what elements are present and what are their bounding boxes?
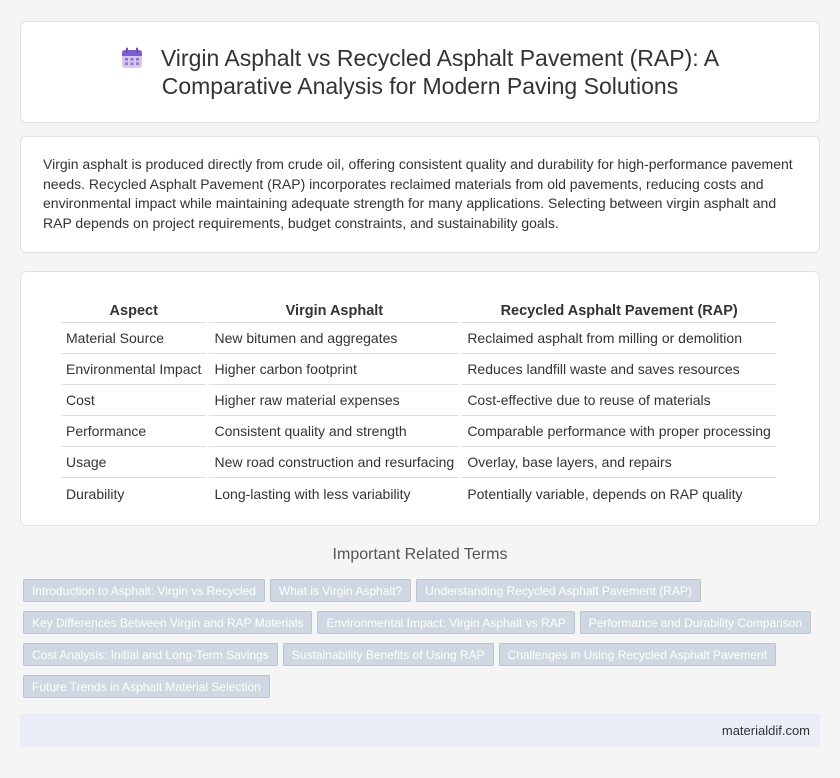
table-cell: Performance — [61, 416, 206, 447]
table-cell: Higher raw material expenses — [209, 385, 459, 416]
table-cell: Potentially variable, depends on RAP quality — [467, 485, 743, 502]
table-cell: Reclaimed asphalt from milling or demolition — [462, 323, 776, 354]
page-title-text: Virgin Asphalt vs Recycled Asphalt Pavement (RAP): A Comparative Analysis for Modern Paving Solutions — [160, 45, 720, 99]
table-row — [61, 323, 776, 354]
table-cell: Long-lasting with less variability — [214, 485, 411, 502]
comparison-table-card — [20, 271, 820, 526]
related-term-link[interactable]: Understanding Recycled Asphalt Pavement (RAP) — [416, 579, 701, 602]
table-header-row — [61, 296, 776, 323]
table-cell: Environmental Impact — [61, 354, 206, 385]
table-cell: Consistent quality and strength — [209, 416, 459, 447]
related-terms-title: Important Related Terms — [332, 546, 508, 563]
table-cell: Usage — [61, 447, 206, 478]
table-cell: Reduces landfill waste and saves resources — [462, 354, 776, 385]
related-term-link[interactable]: Challenges in Using Recycled Asphalt Pavement — [499, 643, 776, 666]
table-row — [61, 416, 776, 447]
related-terms-list — [23, 579, 823, 707]
footer-site-name: materialdif.com — [721, 723, 810, 738]
table-cell: Comparable performance with proper processing — [462, 416, 776, 447]
table-cell: New bitumen and aggregates — [209, 323, 459, 354]
related-term-link[interactable]: Future Trends in Asphalt Material Selection — [23, 675, 270, 698]
related-term-link[interactable]: Sustainability Benefits of Using RAP — [283, 643, 494, 666]
table-cell: Overlay, base layers, and repairs — [462, 447, 776, 478]
table-cell: Material Source — [61, 323, 206, 354]
table-cell: Higher carbon footprint — [209, 354, 459, 385]
related-term-link[interactable]: Cost Analysis: Initial and Long-Term Savings — [23, 643, 278, 666]
intro-text: Virgin asphalt is produced directly from crude oil, offering consistent quality and durability for high-performance pavement needs. Recycled Asphalt Pavement (RAP) incorporates reclaimed materials from old pavements, reducing costs and environmental impact while maintaining adequate strength for many applications. Selecting between virgin asphalt and RAP depends on project requirements, budget constraints, and sustainability goals. — [43, 156, 793, 231]
header-card — [20, 21, 820, 123]
column-header-rap: Recycled Asphalt Pavement (RAP) — [462, 296, 776, 323]
table-row — [61, 385, 776, 416]
table-cell: Cost — [61, 385, 206, 416]
related-term-link[interactable]: Key Differences Between Virgin and RAP Materials — [23, 611, 312, 634]
table-row — [61, 447, 776, 478]
related-term-link[interactable]: Environmental Impact: Virgin Asphalt vs RAP — [317, 611, 574, 634]
comparison-table — [58, 296, 779, 509]
column-header-virgin: Virgin Asphalt — [209, 296, 459, 323]
calendar-icon — [121, 47, 143, 69]
related-term-link[interactable]: What is Virgin Asphalt? — [270, 579, 411, 602]
related-term-link[interactable]: Introduction to Asphalt: Virgin vs Recycled — [23, 579, 265, 602]
table-cell: Cost-effective due to reuse of materials — [462, 385, 776, 416]
intro-card — [20, 136, 820, 253]
table-row — [61, 478, 776, 509]
related-term-link[interactable]: Performance and Durability Comparison — [580, 611, 811, 634]
footer — [20, 714, 820, 747]
column-header-aspect: Aspect — [61, 296, 206, 323]
table-cell: New road construction and resurfacing — [209, 447, 459, 478]
table-cell: Durability — [66, 485, 125, 502]
page-title — [80, 44, 760, 100]
table-row — [61, 354, 776, 385]
